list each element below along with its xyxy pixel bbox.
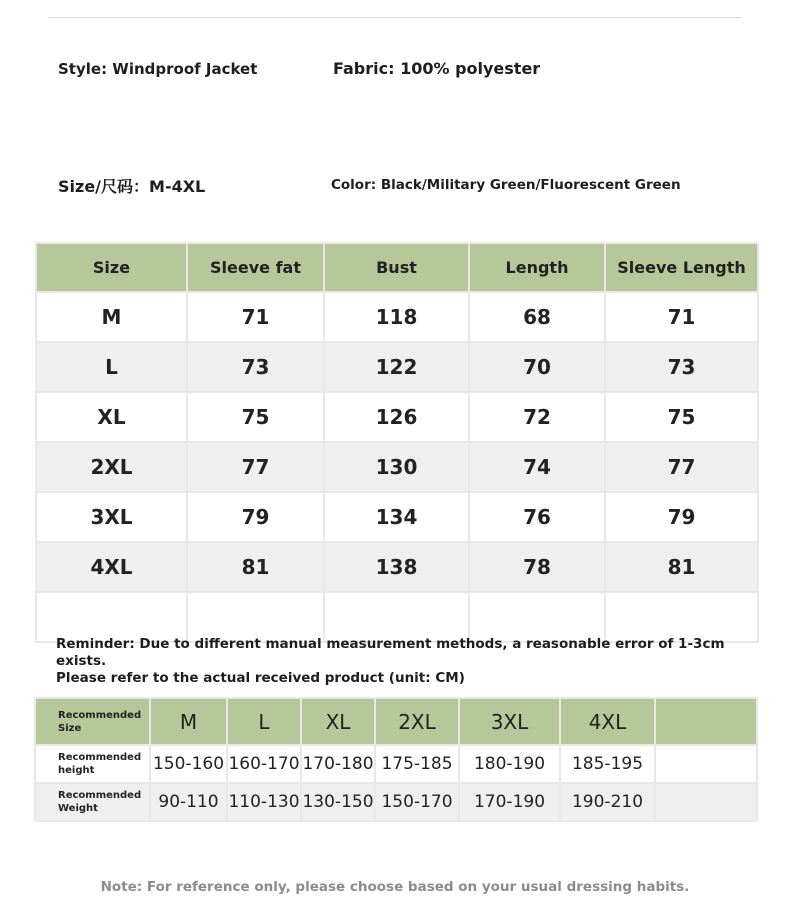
cell-empty [469, 592, 605, 642]
rec-weight-cell: 150-170 [375, 783, 459, 821]
cell-sleeve-fat: 81 [187, 542, 324, 592]
cell-sleeve-length: 77 [605, 442, 758, 492]
cell-sleeve-length: 81 [605, 542, 758, 592]
header-sleeve-length: Sleeve Length [605, 243, 758, 292]
cell-size: 4XL [36, 542, 187, 592]
table-row [36, 542, 758, 592]
rec-height-cell: 160-170 [227, 745, 301, 783]
cell-bust: 118 [324, 292, 469, 342]
cell-bust: 130 [324, 442, 469, 492]
cell-length: 72 [469, 392, 605, 442]
header-size: Size [36, 243, 187, 292]
reminder-line-2: Please refer to the actual received product (unit: CM) [56, 670, 465, 686]
fabric-info: Fabric: 100% polyester [333, 59, 541, 78]
cell-size: 2XL [36, 442, 187, 492]
recommended-header-row [35, 698, 757, 745]
cell-size: 3XL [36, 492, 187, 542]
size-chart-table [35, 242, 759, 643]
header-length: Length [469, 243, 605, 292]
rec-weight-cell: 190-210 [560, 783, 655, 821]
label-line: Recommended [58, 790, 142, 801]
cell-empty [187, 592, 324, 642]
rec-size-cell: XL [301, 698, 375, 745]
size-range-info: Size/尺码：M-4XL [58, 177, 206, 196]
cell-size: M [36, 292, 187, 342]
reference-note: Note: For reference only, please choose based on your usual dressing habits. [100, 879, 690, 895]
cell-length: 70 [469, 342, 605, 392]
cell-sleeve-length: 79 [605, 492, 758, 542]
style-info: Style: Windproof Jacket [58, 60, 258, 78]
label-line: Recommended [58, 709, 142, 721]
rec-weight-cell: 110-130 [227, 783, 301, 821]
top-divider [48, 17, 742, 18]
rec-weight-cell: 170-190 [459, 783, 560, 821]
cell-empty [324, 592, 469, 642]
recommended-height-label [35, 745, 150, 783]
cell-empty [36, 592, 187, 642]
cell-length: 74 [469, 442, 605, 492]
size-chart-header-row [36, 243, 758, 292]
table-row [36, 492, 758, 542]
header-bust: Bust [324, 243, 469, 292]
rec-weight-cell: 90-110 [150, 783, 227, 821]
cell-sleeve-length: 75 [605, 392, 758, 442]
table-row [36, 392, 758, 442]
rec-size-cell: 4XL [560, 698, 655, 745]
cell-sleeve-fat: 75 [187, 392, 324, 442]
cell-length: 76 [469, 492, 605, 542]
rec-height-cell: 180-190 [459, 745, 560, 783]
rec-weight-cell: 130-150 [301, 783, 375, 821]
rec-height-cell: 170-180 [301, 745, 375, 783]
label-line: Recommended [58, 752, 142, 763]
cell-bust: 126 [324, 392, 469, 442]
recommended-height-row [35, 745, 757, 783]
color-info: Color: Black/Military Green/Fluorescent Green [331, 177, 681, 193]
rec-size-cell: 3XL [459, 698, 560, 745]
rec-size-cell: M [150, 698, 227, 745]
rec-height-cell: 185-195 [560, 745, 655, 783]
recommended-weight-label [35, 783, 150, 821]
rec-height-cell [655, 745, 757, 783]
table-row [36, 342, 758, 392]
cell-sleeve-fat: 71 [187, 292, 324, 342]
label-line: height [58, 765, 95, 776]
cell-size: XL [36, 392, 187, 442]
cell-sleeve-length: 71 [605, 292, 758, 342]
recommended-size-label [35, 698, 150, 745]
rec-size-cell: L [227, 698, 301, 745]
measurement-reminder [56, 636, 756, 687]
rec-height-cell: 175-185 [375, 745, 459, 783]
cell-bust: 122 [324, 342, 469, 392]
cell-sleeve-fat: 77 [187, 442, 324, 492]
cell-sleeve-length: 73 [605, 342, 758, 392]
rec-size-cell: 2XL [375, 698, 459, 745]
table-row-empty [36, 592, 758, 642]
table-row [36, 292, 758, 342]
rec-size-cell [655, 698, 757, 745]
cell-bust: 134 [324, 492, 469, 542]
cell-length: 78 [469, 542, 605, 592]
cell-length: 68 [469, 292, 605, 342]
cell-size: L [36, 342, 187, 392]
table-row [36, 442, 758, 492]
cell-empty [605, 592, 758, 642]
label-line: Size [58, 722, 82, 734]
label-line: Weight [58, 803, 98, 814]
recommended-weight-row [35, 783, 757, 821]
reminder-line-1: Reminder: Due to different manual measurement methods, a reasonable error of 1-3cm exists. [56, 636, 725, 669]
header-sleeve-fat: Sleeve fat [187, 243, 324, 292]
cell-sleeve-fat: 73 [187, 342, 324, 392]
recommended-size-table [34, 697, 758, 822]
rec-weight-cell [655, 783, 757, 821]
rec-height-cell: 150-160 [150, 745, 227, 783]
cell-sleeve-fat: 79 [187, 492, 324, 542]
cell-bust: 138 [324, 542, 469, 592]
